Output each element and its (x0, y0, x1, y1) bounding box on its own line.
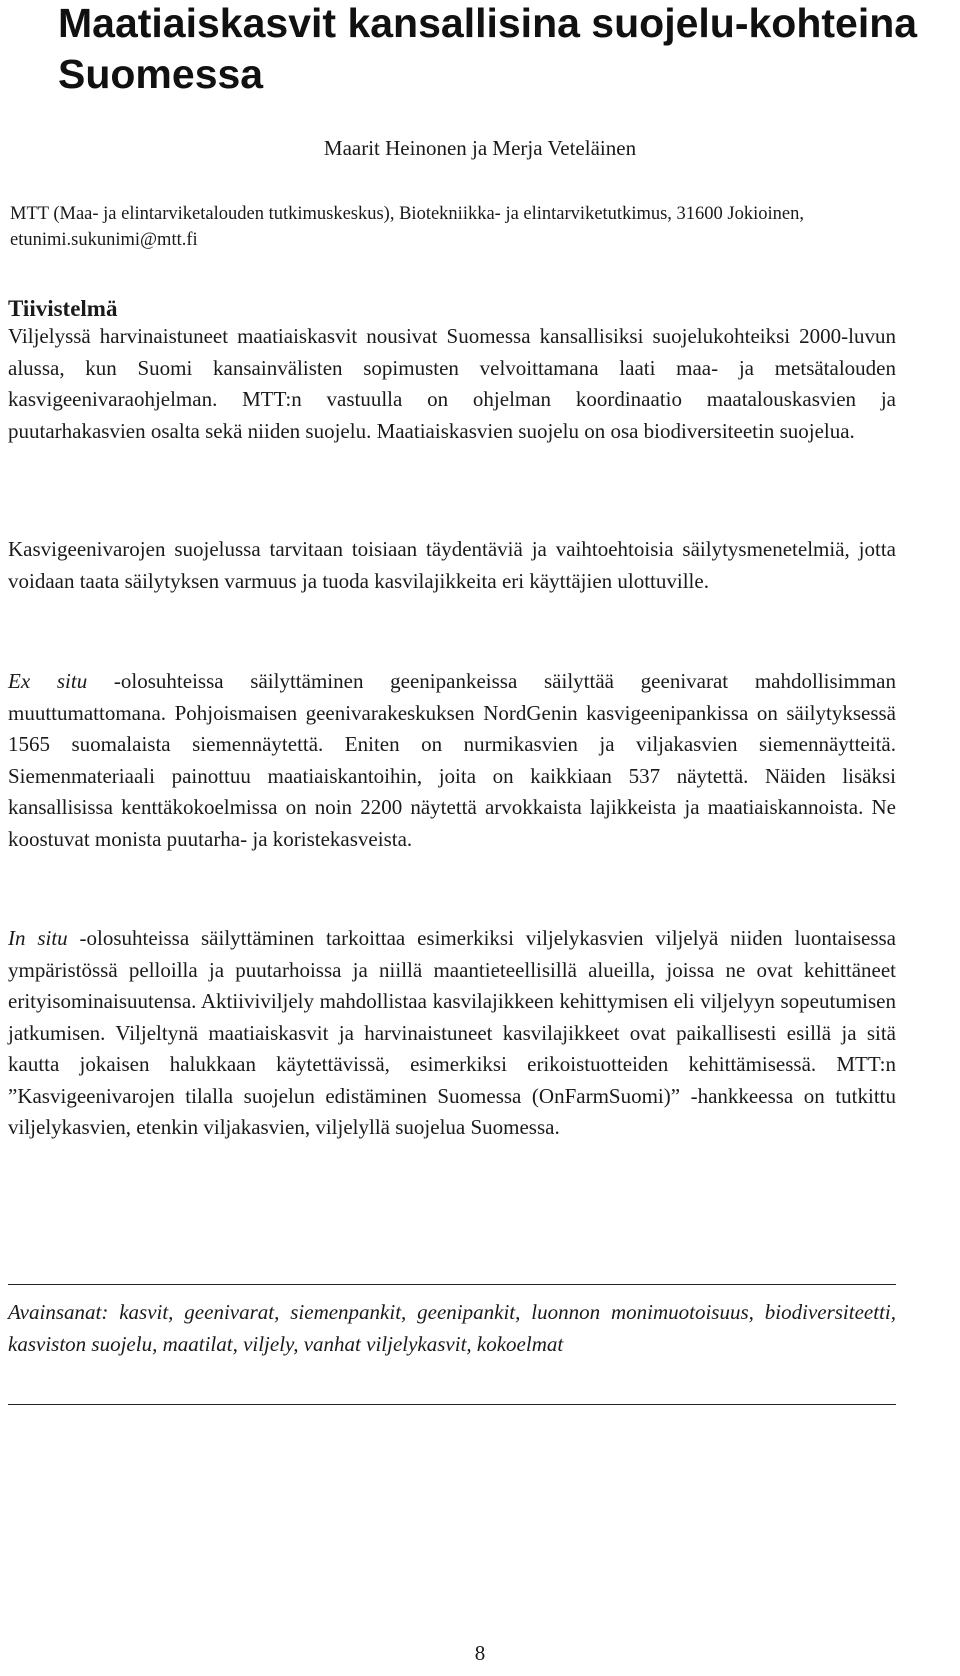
abstract-heading: Tiivistelmä (8, 296, 118, 321)
keywords-bottom-rule (8, 1404, 896, 1405)
keywords-top-rule (8, 1284, 896, 1285)
in-situ-term: In situ (8, 926, 68, 950)
keywords: Avainsanat: kasvit, geenivarat, siemenpankit, geenipankit, luonnon monimuotoisuus, biodiversiteetti, kasviston suojelu, maatilat, viljely, vanhat viljelykasvit, kokoelmat (8, 1300, 896, 1356)
abstract-paragraph-1: Viljelyssä harvinaistuneet maatiaiskasvit nousivat Suomessa kansallisiksi suojelukohteiksi 2000-luvun alussa, kun Suomi kansainvälisten sopimusten velvoittamana laati maa- ja metsätalouden kasvigeenivaraohjelman. MTT:n vastuulla on ohjelman koordinaatio maatalouskasvien ja puutarhakasvien osalta sekä niiden suojelu. Maatiaiskasvien suojelu on osa biodiversiteetin suojelua. (8, 324, 896, 443)
ex-situ-term: Ex situ (8, 669, 88, 693)
abstract-paragraph-4 (8, 923, 896, 1144)
abstract-paragraph-3 (8, 666, 896, 855)
author-line: Maarit Heinonen ja Merja Veteläinen (323, 136, 637, 160)
paragraph-4-text: -olosuhteissa säilyttäminen tarkoittaa esimerkiksi viljelykasvien viljelyä niiden luontaisessa ympäristössä pelloilla ja puutarhoissa ja niillä maantieteellisillä alueilla, joissa ne ovat kehittäneet erityisominaisuutensa. Aktiiviviljely mahdollistaa kasvilajikkeen kehittymisen eli viljelyyn sopeutumisen jatkumisen. Viljeltynä maatiaiskasvit ja harvinaistuneet kasvilajikkeet ovat paikallisesti esillä ja sitä kautta jokaisen halukkaan käytettävissä, esimerkiksi erikoistuotteiden kehittämisessä. MTT:n ”Kasvigeenivarojen tilalla suojelun edistäminen Suomessa (OnFarmSuomi)” -hankkeessa on tutkittu viljelykasvien, etenkin viljakasvien, viljelyllä suojelua Suomessa. (8, 926, 896, 1139)
page-number: 8 (474, 1641, 486, 1665)
affiliation: MTT (Maa- ja elintarviketalouden tutkimuskeskus), Biotekniikka- ja elintarviketutkimus, 31600 Jokioinen, etunimi.sukunimi@mtt.fi (10, 204, 804, 250)
document-title: Maatiaiskasvit kansallisina suojelu-kohteina Suomessa (58, 0, 918, 97)
paragraph-3-text: -olosuhteissa säilyttäminen geenipankeissa säilyttää geenivarat mahdollisimman muuttumattomana. Pohjoismaisen geenivarakeskuksen NordGenin kasvigeenipankissa on säilytyksessä 1565 suomalaista siemennäytettä. Eniten on nurmikasvien ja viljakasvien siemennäytteitä. Siemenmateriaali painottuu maatiaiskantoihin, joita on kaikkiaan 537 näytettä. Näiden lisäksi kansallisissa kenttäkokoelmissa on noin 2200 näytettä arvokkaista lajikkeista ja maatiaiskannoista. Ne koostuvat monista puutarha- ja koristekasveista. (8, 669, 896, 851)
abstract-paragraph-2: Kasvigeenivarojen suojelussa tarvitaan toisiaan täydentäviä ja vaihtoehtoisia säilytysmenetelmiä, jotta voidaan taata säilytyksen varmuus ja tuoda kasvilajikkeita eri käyttäjien ulottuville. (8, 537, 896, 593)
